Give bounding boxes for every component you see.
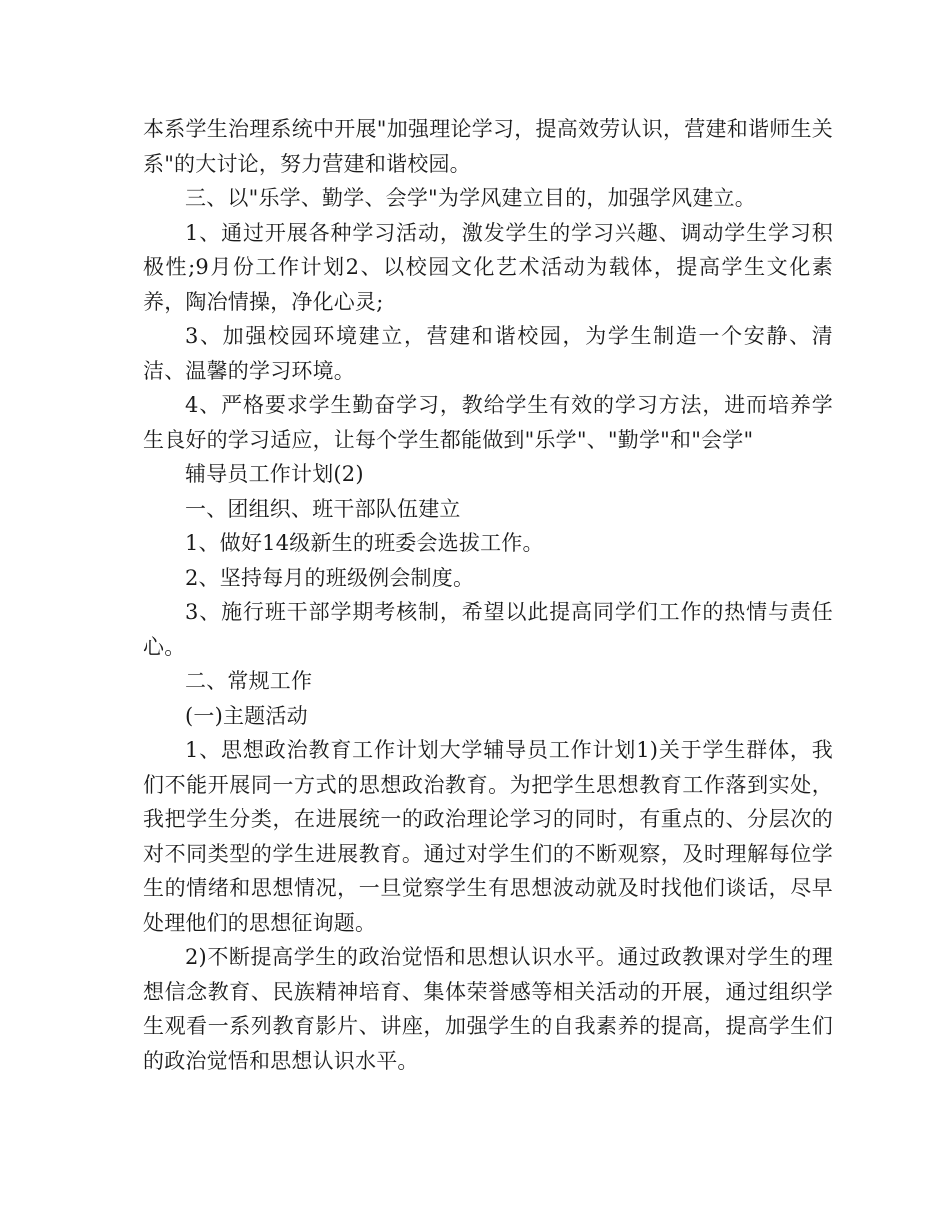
paragraph: 1、思想政治教育工作计划大学辅导员工作计划1)关于学生群体，我们不能开展同一方式的思想政治教育。为把学生思想教育工作落到实处，我把学生分类，在进展统一的政治理论学习的同时，有重点的、分层次的对不同类型的学生进展教育。通过对学生们的不断观察，及时理解每位学生的情绪和思想情况，一旦觉察学生有思想波动就及时找他们谈话，尽早处理他们的思想征询题。 (143, 738, 833, 935)
subsection-heading: (一)主题活动 (185, 703, 308, 728)
section-heading: 二、常规工作 (185, 669, 313, 693)
paragraph: 本系学生治理系统中开展"加强理论学习，提高效劳认识，营建和谐师生关系"的大讨论，努力营建和谐校园。 (143, 117, 833, 176)
paragraph: 3、加强校园环境建立，营建和谐校园，为学生制造一个安静、清洁、温馨的学习环境。 (143, 324, 833, 383)
section-heading: 一、团组织、班干部队伍建立 (185, 496, 461, 521)
paragraph: 1、通过开展各种学习活动，激发学生的学习兴趣、调动学生学习积极性;9月份工作计划2、以校园文化艺术活动为载体，提高学生文化素养，陶冶情操，净化心灵; (143, 220, 833, 314)
paragraph: 2)不断提高学生的政治觉悟和思想认识水平。通过政教课对学生的理想信念教育、民族精神培育、集体荣誉感等相关活动的开展，通过组织学生观看一系列教育影片、讲座，加强学生的自我素养的提高，提高学生们的政治觉悟和思想认识水平。 (143, 945, 833, 1073)
section-heading: 三、以"乐学、勤学、会学"为学风建立目的，加强学风建立。 (185, 186, 756, 210)
list-item: 3、施行班干部学期考核制，希望以此提高同学们工作的热情与责任心。 (143, 600, 833, 659)
paragraph: 4、严格要求学生勤奋学习，教给学生有效的学习方法，进而培养学生良好的学习适应，让每个学生都能做到"乐学"、"勤学"和"会学" (143, 393, 833, 452)
list-item: 1、做好14级新生的班委会选拔工作。 (185, 531, 544, 555)
document-body (143, 112, 833, 1078)
document-subtitle: 辅导员工作计划(2) (185, 462, 364, 486)
list-item: 2、坚持每月的班级例会制度。 (185, 565, 475, 590)
